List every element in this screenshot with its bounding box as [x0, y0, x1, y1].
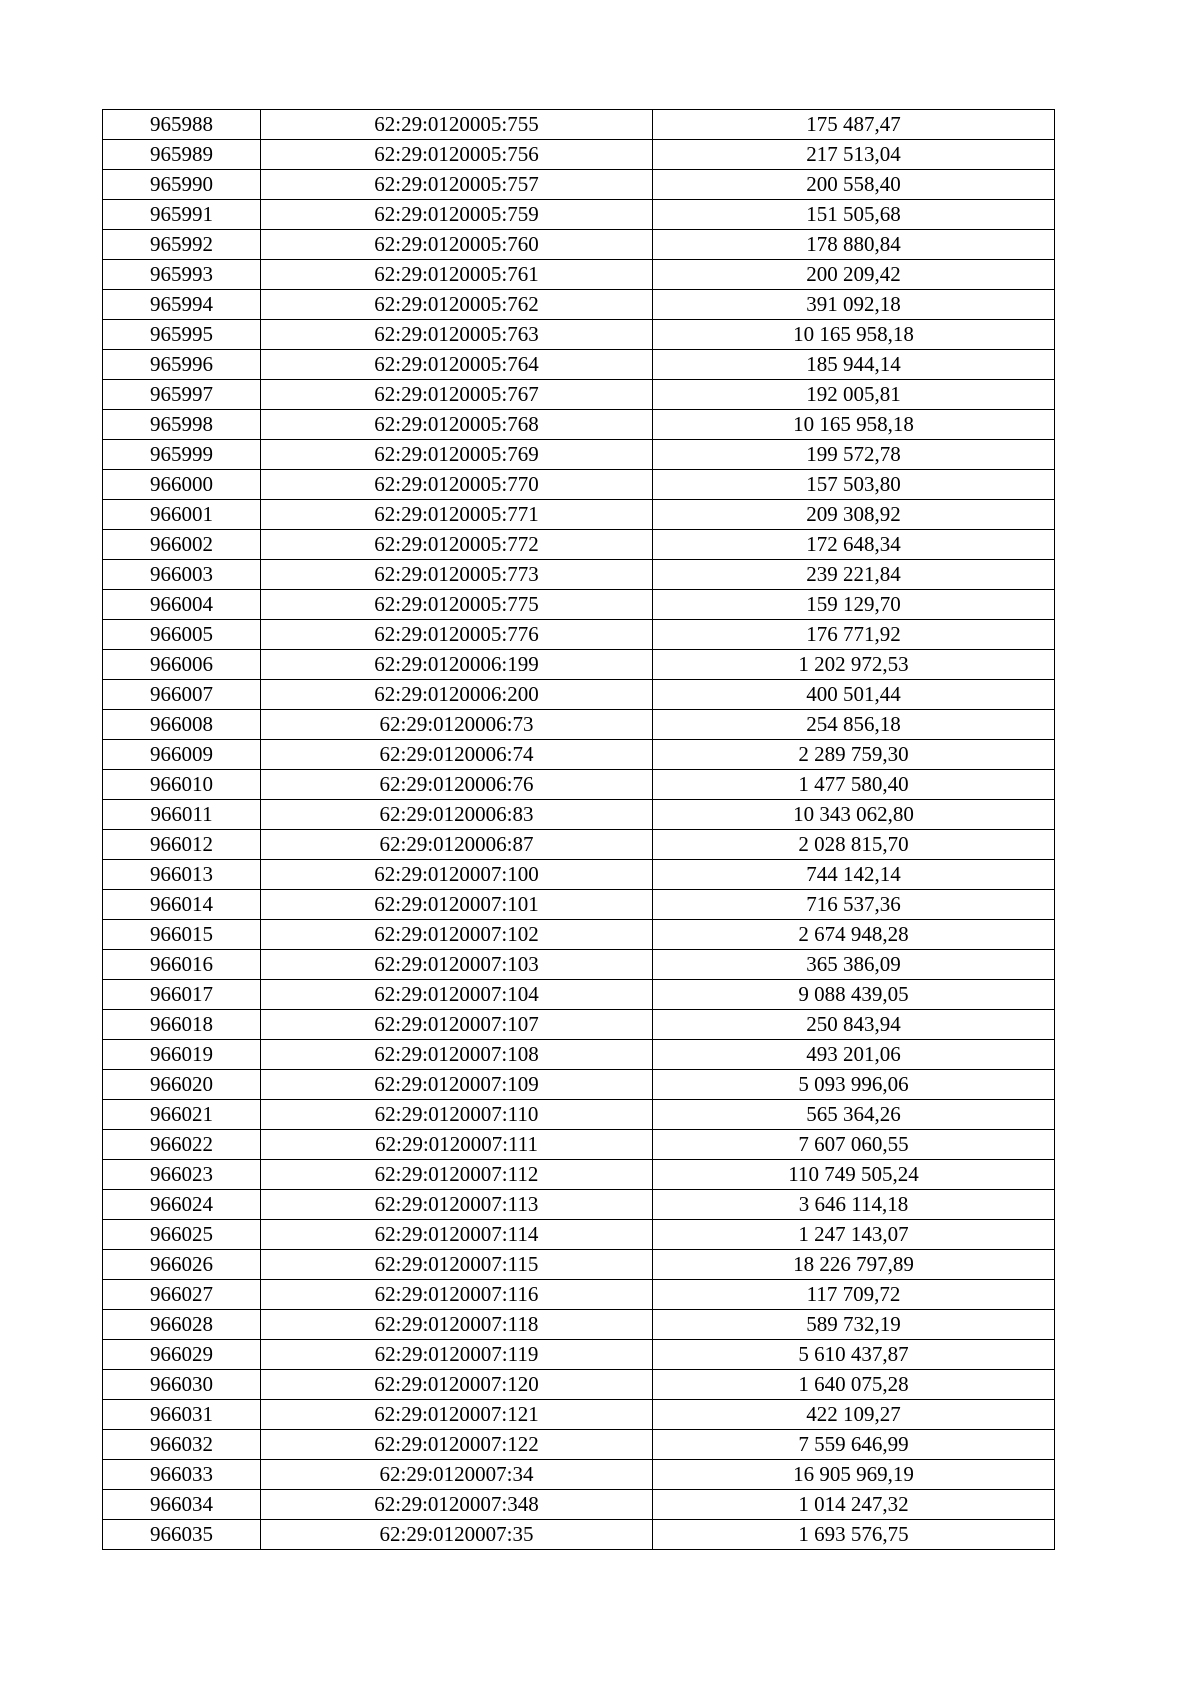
record-number-cell: 966025 [103, 1220, 261, 1250]
table-row [103, 140, 1055, 170]
table-row [103, 770, 1055, 800]
cadastral-number-cell: 62:29:0120007:103 [261, 950, 653, 980]
table-row [103, 650, 1055, 680]
table-row [103, 1070, 1055, 1100]
cadastral-value-cell: 2 674 948,28 [653, 920, 1055, 950]
table-row [103, 1340, 1055, 1370]
table-row [103, 1130, 1055, 1160]
table-row [103, 950, 1055, 980]
table-row [103, 560, 1055, 590]
table-row [103, 1190, 1055, 1220]
cadastral-value-cell: 172 648,34 [653, 530, 1055, 560]
cadastral-number-cell: 62:29:0120007:112 [261, 1160, 653, 1190]
table-row [103, 620, 1055, 650]
cadastral-value-cell: 10 165 958,18 [653, 320, 1055, 350]
cadastral-value-cell: 209 308,92 [653, 500, 1055, 530]
cadastral-value-cell: 18 226 797,89 [653, 1250, 1055, 1280]
cadastral-number-cell: 62:29:0120005:759 [261, 200, 653, 230]
cadastral-value-cell: 199 572,78 [653, 440, 1055, 470]
record-number-cell: 966012 [103, 830, 261, 860]
table-row [103, 800, 1055, 830]
table-row [103, 860, 1055, 890]
record-number-cell: 966018 [103, 1010, 261, 1040]
cadastral-number-cell: 62:29:0120005:764 [261, 350, 653, 380]
record-number-cell: 966004 [103, 590, 261, 620]
cadastral-number-cell: 62:29:0120007:101 [261, 890, 653, 920]
cadastral-number-cell: 62:29:0120007:116 [261, 1280, 653, 1310]
table-row [103, 890, 1055, 920]
cadastral-number-cell: 62:29:0120005:761 [261, 260, 653, 290]
cadastral-value-cell: 1 640 075,28 [653, 1370, 1055, 1400]
cadastral-value-cell: 7 607 060,55 [653, 1130, 1055, 1160]
table-row [103, 1370, 1055, 1400]
cadastral-number-cell: 62:29:0120005:767 [261, 380, 653, 410]
cadastral-value-cell: 157 503,80 [653, 470, 1055, 500]
table-row [103, 920, 1055, 950]
table-row [103, 380, 1055, 410]
record-number-cell: 966003 [103, 560, 261, 590]
cadastral-value-cell: 178 880,84 [653, 230, 1055, 260]
record-number-cell: 966010 [103, 770, 261, 800]
cadastral-value-cell: 10 343 062,80 [653, 800, 1055, 830]
cadastral-number-cell: 62:29:0120005:771 [261, 500, 653, 530]
record-number-cell: 965993 [103, 260, 261, 290]
cadastral-number-cell: 62:29:0120005:762 [261, 290, 653, 320]
cadastral-number-cell: 62:29:0120005:756 [261, 140, 653, 170]
cadastral-value-cell: 9 088 439,05 [653, 980, 1055, 1010]
table-row [103, 1250, 1055, 1280]
record-number-cell: 966020 [103, 1070, 261, 1100]
record-number-cell: 966006 [103, 650, 261, 680]
table-row [103, 260, 1055, 290]
record-number-cell: 965991 [103, 200, 261, 230]
record-number-cell: 966009 [103, 740, 261, 770]
cadastral-number-cell: 62:29:0120005:769 [261, 440, 653, 470]
table-row [103, 290, 1055, 320]
cadastral-number-cell: 62:29:0120007:111 [261, 1130, 653, 1160]
record-number-cell: 965999 [103, 440, 261, 470]
cadastral-value-cell: 5 610 437,87 [653, 1340, 1055, 1370]
cadastral-number-cell: 62:29:0120005:776 [261, 620, 653, 650]
cadastral-value-cell: 16 905 969,19 [653, 1460, 1055, 1490]
cadastral-value-cell: 365 386,09 [653, 950, 1055, 980]
cadastral-value-cell: 1 202 972,53 [653, 650, 1055, 680]
cadastral-value-cell: 239 221,84 [653, 560, 1055, 590]
cadastral-number-cell: 62:29:0120006:87 [261, 830, 653, 860]
cadastral-number-cell: 62:29:0120005:757 [261, 170, 653, 200]
table-row [103, 1430, 1055, 1460]
table-row [103, 230, 1055, 260]
cadastral-number-cell: 62:29:0120007:113 [261, 1190, 653, 1220]
record-number-cell: 965989 [103, 140, 261, 170]
cadastral-value-cell: 10 165 958,18 [653, 410, 1055, 440]
cadastral-number-cell: 62:29:0120005:768 [261, 410, 653, 440]
record-number-cell: 966013 [103, 860, 261, 890]
record-number-cell: 966023 [103, 1160, 261, 1190]
cadastral-number-cell: 62:29:0120007:104 [261, 980, 653, 1010]
table-row [103, 1100, 1055, 1130]
cadastral-value-cell: 400 501,44 [653, 680, 1055, 710]
record-number-cell: 966019 [103, 1040, 261, 1070]
record-number-cell: 965998 [103, 410, 261, 440]
cadastral-value-cell: 1 014 247,32 [653, 1490, 1055, 1520]
record-number-cell: 966016 [103, 950, 261, 980]
cadastral-value-cell: 744 142,14 [653, 860, 1055, 890]
cadastral-value-cell: 716 537,36 [653, 890, 1055, 920]
table-row [103, 1400, 1055, 1430]
cadastral-number-cell: 62:29:0120007:100 [261, 860, 653, 890]
table-row [103, 500, 1055, 530]
table-row [103, 440, 1055, 470]
record-number-cell: 966007 [103, 680, 261, 710]
cadastral-value-cell: 217 513,04 [653, 140, 1055, 170]
cadastral-number-cell: 62:29:0120007:34 [261, 1460, 653, 1490]
cadastral-value-cell: 117 709,72 [653, 1280, 1055, 1310]
record-number-cell: 966022 [103, 1130, 261, 1160]
table-row [103, 470, 1055, 500]
cadastral-value-cell: 422 109,27 [653, 1400, 1055, 1430]
cadastral-value-cell: 493 201,06 [653, 1040, 1055, 1070]
record-number-cell: 966030 [103, 1370, 261, 1400]
table-row [103, 1280, 1055, 1310]
table-row [103, 350, 1055, 380]
record-number-cell: 966029 [103, 1340, 261, 1370]
cadastral-value-cell: 176 771,92 [653, 620, 1055, 650]
cadastral-number-cell: 62:29:0120007:121 [261, 1400, 653, 1430]
cadastral-value-cell: 254 856,18 [653, 710, 1055, 740]
cadastral-number-cell: 62:29:0120007:115 [261, 1250, 653, 1280]
record-number-cell: 966032 [103, 1430, 261, 1460]
record-number-cell: 966002 [103, 530, 261, 560]
table-row [103, 1040, 1055, 1070]
record-number-cell: 965997 [103, 380, 261, 410]
cadastral-value-cell: 5 093 996,06 [653, 1070, 1055, 1100]
cadastral-value-cell: 175 487,47 [653, 110, 1055, 140]
table-row [103, 980, 1055, 1010]
cadastral-value-cell: 200 558,40 [653, 170, 1055, 200]
cadastral-value-cell: 2 028 815,70 [653, 830, 1055, 860]
table-row [103, 110, 1055, 140]
table-row [103, 410, 1055, 440]
cadastral-value-cell: 200 209,42 [653, 260, 1055, 290]
record-number-cell: 966001 [103, 500, 261, 530]
record-number-cell: 966027 [103, 1280, 261, 1310]
record-number-cell: 966017 [103, 980, 261, 1010]
cadastral-number-cell: 62:29:0120007:114 [261, 1220, 653, 1250]
cadastral-number-cell: 62:29:0120007:109 [261, 1070, 653, 1100]
table-row [103, 680, 1055, 710]
table-row [103, 530, 1055, 560]
cadastral-value-cell: 159 129,70 [653, 590, 1055, 620]
table-body [103, 110, 1055, 1550]
cadastral-value-cell: 589 732,19 [653, 1310, 1055, 1340]
cadastral-number-cell: 62:29:0120006:199 [261, 650, 653, 680]
cadastral-number-cell: 62:29:0120007:348 [261, 1490, 653, 1520]
cadastral-number-cell: 62:29:0120007:118 [261, 1310, 653, 1340]
record-number-cell: 966035 [103, 1520, 261, 1550]
cadastral-number-cell: 62:29:0120007:102 [261, 920, 653, 950]
record-number-cell: 966021 [103, 1100, 261, 1130]
cadastral-number-cell: 62:29:0120007:108 [261, 1040, 653, 1070]
cadastral-value-cell: 185 944,14 [653, 350, 1055, 380]
table-row [103, 830, 1055, 860]
record-number-cell: 966014 [103, 890, 261, 920]
cadastral-value-cell: 391 092,18 [653, 290, 1055, 320]
record-number-cell: 965995 [103, 320, 261, 350]
cadastral-value-cell: 1 477 580,40 [653, 770, 1055, 800]
cadastral-value-cell: 110 749 505,24 [653, 1160, 1055, 1190]
cadastral-number-cell: 62:29:0120005:772 [261, 530, 653, 560]
cadastral-value-cell: 192 005,81 [653, 380, 1055, 410]
table-row [103, 170, 1055, 200]
cadastral-number-cell: 62:29:0120006:74 [261, 740, 653, 770]
cadastral-value-table [102, 109, 1055, 1550]
record-number-cell: 966026 [103, 1250, 261, 1280]
cadastral-number-cell: 62:29:0120006:73 [261, 710, 653, 740]
cadastral-number-cell: 62:29:0120005:755 [261, 110, 653, 140]
table-row [103, 1160, 1055, 1190]
cadastral-value-cell: 7 559 646,99 [653, 1430, 1055, 1460]
cadastral-number-cell: 62:29:0120007:110 [261, 1100, 653, 1130]
table-row [103, 1010, 1055, 1040]
cadastral-number-cell: 62:29:0120006:83 [261, 800, 653, 830]
table-row [103, 200, 1055, 230]
cadastral-value-cell: 3 646 114,18 [653, 1190, 1055, 1220]
record-number-cell: 966024 [103, 1190, 261, 1220]
table-row [103, 590, 1055, 620]
record-number-cell: 965994 [103, 290, 261, 320]
cadastral-value-cell: 1 247 143,07 [653, 1220, 1055, 1250]
cadastral-number-cell: 62:29:0120005:775 [261, 590, 653, 620]
cadastral-number-cell: 62:29:0120006:200 [261, 680, 653, 710]
record-number-cell: 966033 [103, 1460, 261, 1490]
cadastral-number-cell: 62:29:0120007:119 [261, 1340, 653, 1370]
table-row [103, 710, 1055, 740]
table-row [103, 1460, 1055, 1490]
table-row [103, 1220, 1055, 1250]
table-row [103, 320, 1055, 350]
table-row [103, 1520, 1055, 1550]
record-number-cell: 966000 [103, 470, 261, 500]
cadastral-number-cell: 62:29:0120006:76 [261, 770, 653, 800]
record-number-cell: 966005 [103, 620, 261, 650]
cadastral-number-cell: 62:29:0120005:760 [261, 230, 653, 260]
cadastral-value-cell: 250 843,94 [653, 1010, 1055, 1040]
cadastral-value-cell: 1 693 576,75 [653, 1520, 1055, 1550]
cadastral-value-cell: 151 505,68 [653, 200, 1055, 230]
cadastral-number-cell: 62:29:0120007:120 [261, 1370, 653, 1400]
cadastral-number-cell: 62:29:0120007:107 [261, 1010, 653, 1040]
cadastral-value-cell: 565 364,26 [653, 1100, 1055, 1130]
cadastral-number-cell: 62:29:0120005:763 [261, 320, 653, 350]
record-number-cell: 966011 [103, 800, 261, 830]
cadastral-number-cell: 62:29:0120005:770 [261, 470, 653, 500]
record-number-cell: 966028 [103, 1310, 261, 1340]
record-number-cell: 965988 [103, 110, 261, 140]
cadastral-number-cell: 62:29:0120007:35 [261, 1520, 653, 1550]
cadastral-number-cell: 62:29:0120007:122 [261, 1430, 653, 1460]
record-number-cell: 965996 [103, 350, 261, 380]
record-number-cell: 965990 [103, 170, 261, 200]
record-number-cell: 966031 [103, 1400, 261, 1430]
table-row [103, 740, 1055, 770]
record-number-cell: 966034 [103, 1490, 261, 1520]
record-number-cell: 966008 [103, 710, 261, 740]
cadastral-value-cell: 2 289 759,30 [653, 740, 1055, 770]
record-number-cell: 966015 [103, 920, 261, 950]
table-row [103, 1490, 1055, 1520]
cadastral-number-cell: 62:29:0120005:773 [261, 560, 653, 590]
table-row [103, 1310, 1055, 1340]
record-number-cell: 965992 [103, 230, 261, 260]
